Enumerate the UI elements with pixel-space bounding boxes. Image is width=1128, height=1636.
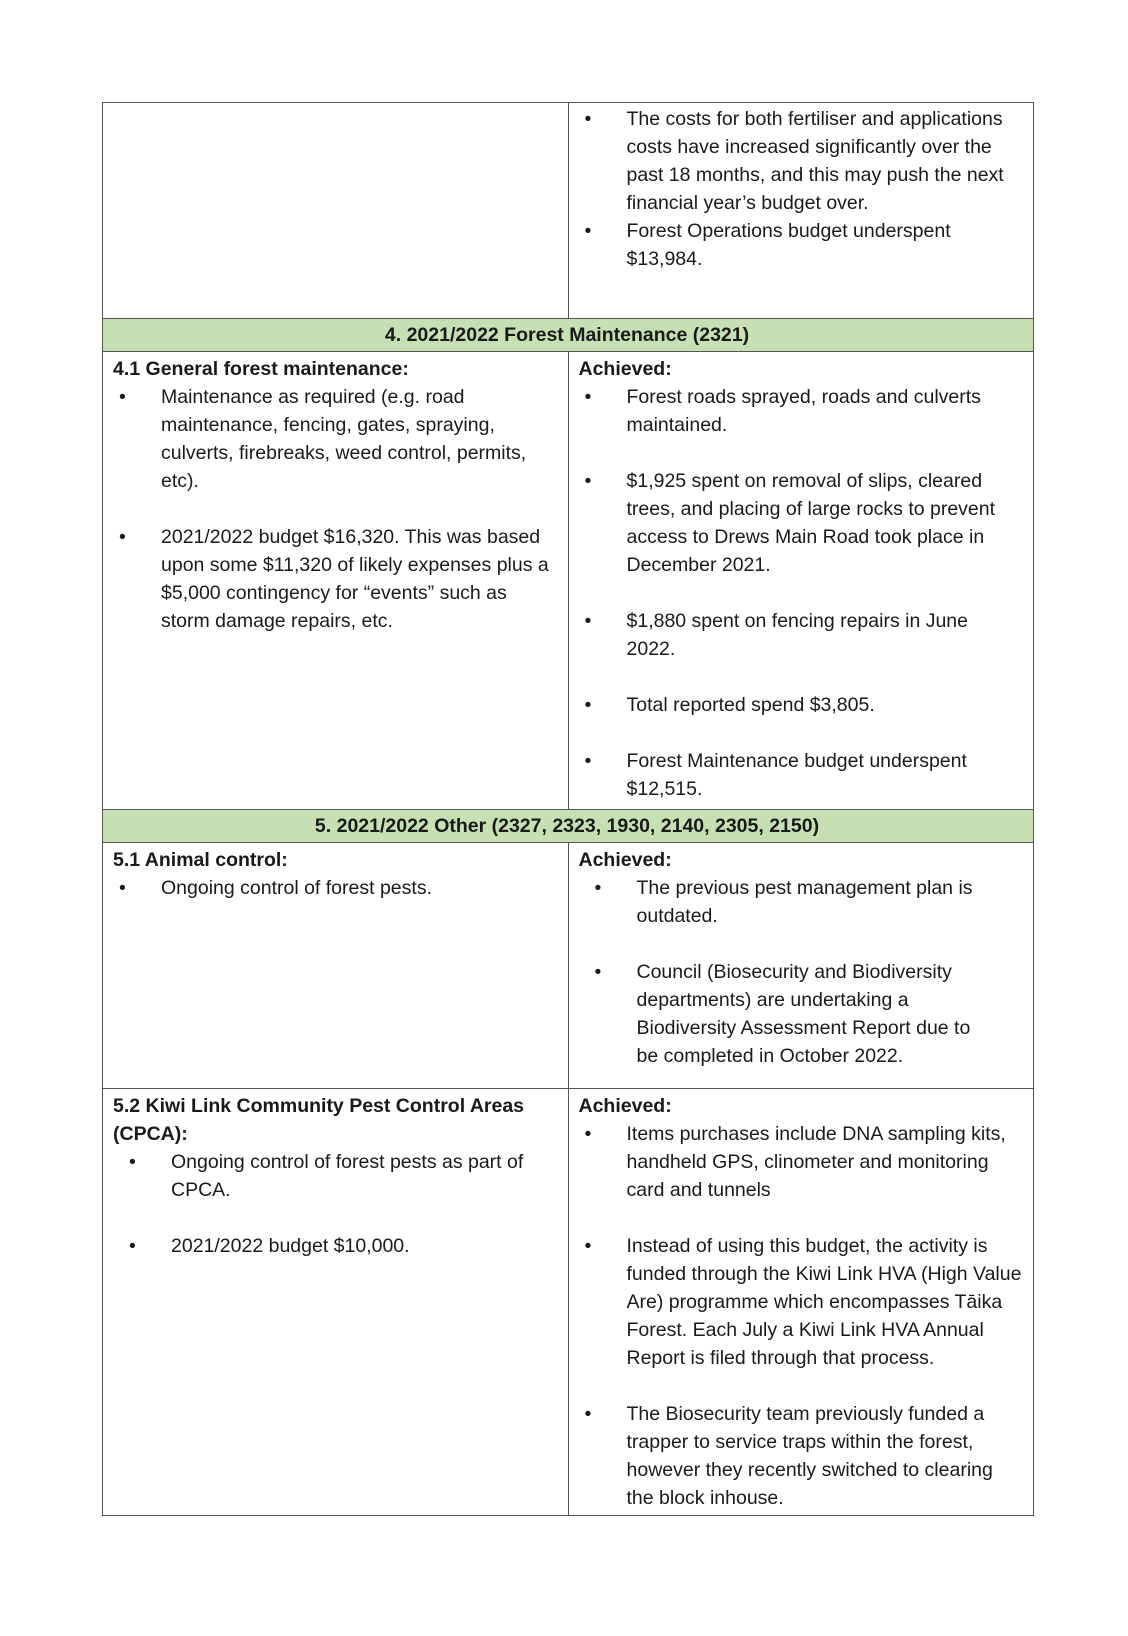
list-item: • The costs for both fertiliser and applications costs have increased significantly over the past 18 months, and this may push the next financial year’s budget over. (579, 105, 1022, 217)
general-maintenance-heading: 4.1 General forest maintenance: (113, 358, 409, 380)
maintenance-achieved-cell (568, 352, 1034, 810)
kiwi-link-cell (103, 1089, 569, 1516)
general-maintenance-cell (103, 352, 569, 810)
list-item: • Council (Biosecurity and Biodiversity departments) are undertaking a Biodiversity Assessment Report due to be completed in October 2022. (579, 958, 974, 1070)
maintenance-achieved-list (579, 383, 1022, 803)
section-4-row (103, 352, 1034, 810)
list-item: • The Biosecurity team previously funded a trapper to service traps within the forest, however they recently switched to clearing the block inhouse. (579, 1400, 1026, 1512)
animal-control-cell (103, 843, 569, 1089)
list-item: • Total reported spend $3,805. (579, 691, 1022, 719)
general-maintenance-list (113, 383, 556, 635)
kiwi-link-row (103, 1089, 1034, 1516)
section-5-header: 5. 2021/2022 Other (2327, 2323, 1930, 2140, 2305, 2150) (103, 810, 1034, 843)
list-item: • The previous pest management plan is outdated. (579, 874, 974, 930)
achieved-heading: Achieved: (578, 1095, 672, 1117)
list-item: • $1,925 spent on removal of slips, cleared trees, and placing of large rocks to prevent access to Drews Main Road took place in December 2021. (579, 467, 1022, 579)
continuation-bullet-list (579, 105, 1022, 273)
section-4-header: 4. 2021/2022 Forest Maintenance (2321) (103, 319, 1034, 352)
section-4-header-row (103, 319, 1034, 352)
list-item: • Items purchases include DNA sampling kits, handheld GPS, clinometer and monitoring card and tunnels (579, 1120, 1026, 1204)
list-item: • $1,880 spent on fencing repairs in June 2022. (579, 607, 1022, 663)
animal-control-heading: 5.1 Animal control: (113, 849, 288, 871)
kiwi-link-heading: 5.2 Kiwi Link Community Pest Control Areas (CPCA): (113, 1095, 525, 1145)
achieved-heading: Achieved: (578, 849, 672, 871)
list-item: • Forest Maintenance budget underspent $12,515. (579, 747, 1022, 803)
list-item: • 2021/2022 budget $10,000. (113, 1232, 556, 1260)
achieved-heading: Achieved: (578, 358, 672, 380)
animal-control-row (103, 843, 1034, 1089)
animal-control-list (113, 874, 556, 902)
animal-achieved-cell (568, 843, 1034, 1089)
report-table (102, 102, 1034, 1516)
list-item: • Ongoing control of forest pests. (113, 874, 556, 902)
list-item: • Maintenance as required (e.g. road maintenance, fencing, gates, spraying, culverts, firebreaks, weed control, permits, etc). (113, 383, 556, 495)
kiwi-achieved-cell (568, 1089, 1034, 1516)
list-item: • Forest roads sprayed, roads and culverts maintained. (579, 383, 1022, 439)
section-5-header-row (103, 810, 1034, 843)
continuation-row (103, 103, 1034, 319)
list-item: • Ongoing control of forest pests as part of CPCA. (113, 1148, 556, 1204)
kiwi-achieved-list (579, 1120, 1026, 1512)
animal-achieved-list (579, 874, 974, 1070)
list-item: • 2021/2022 budget $16,320. This was based upon some $11,320 of likely expenses plus a $5,000 contingency for “events” such as storm damage repairs, etc. (113, 523, 556, 635)
continuation-left-cell (103, 103, 569, 319)
continuation-right-cell (568, 103, 1034, 319)
list-item: • Forest Operations budget underspent $13,984. (579, 217, 1022, 273)
list-item: • Instead of using this budget, the activity is funded through the Kiwi Link HVA (High Value Are) programme which encompasses Tāika Forest. Each July a Kiwi Link HVA Annual Report is filed through that process. (579, 1232, 1026, 1372)
kiwi-link-list (113, 1148, 556, 1260)
